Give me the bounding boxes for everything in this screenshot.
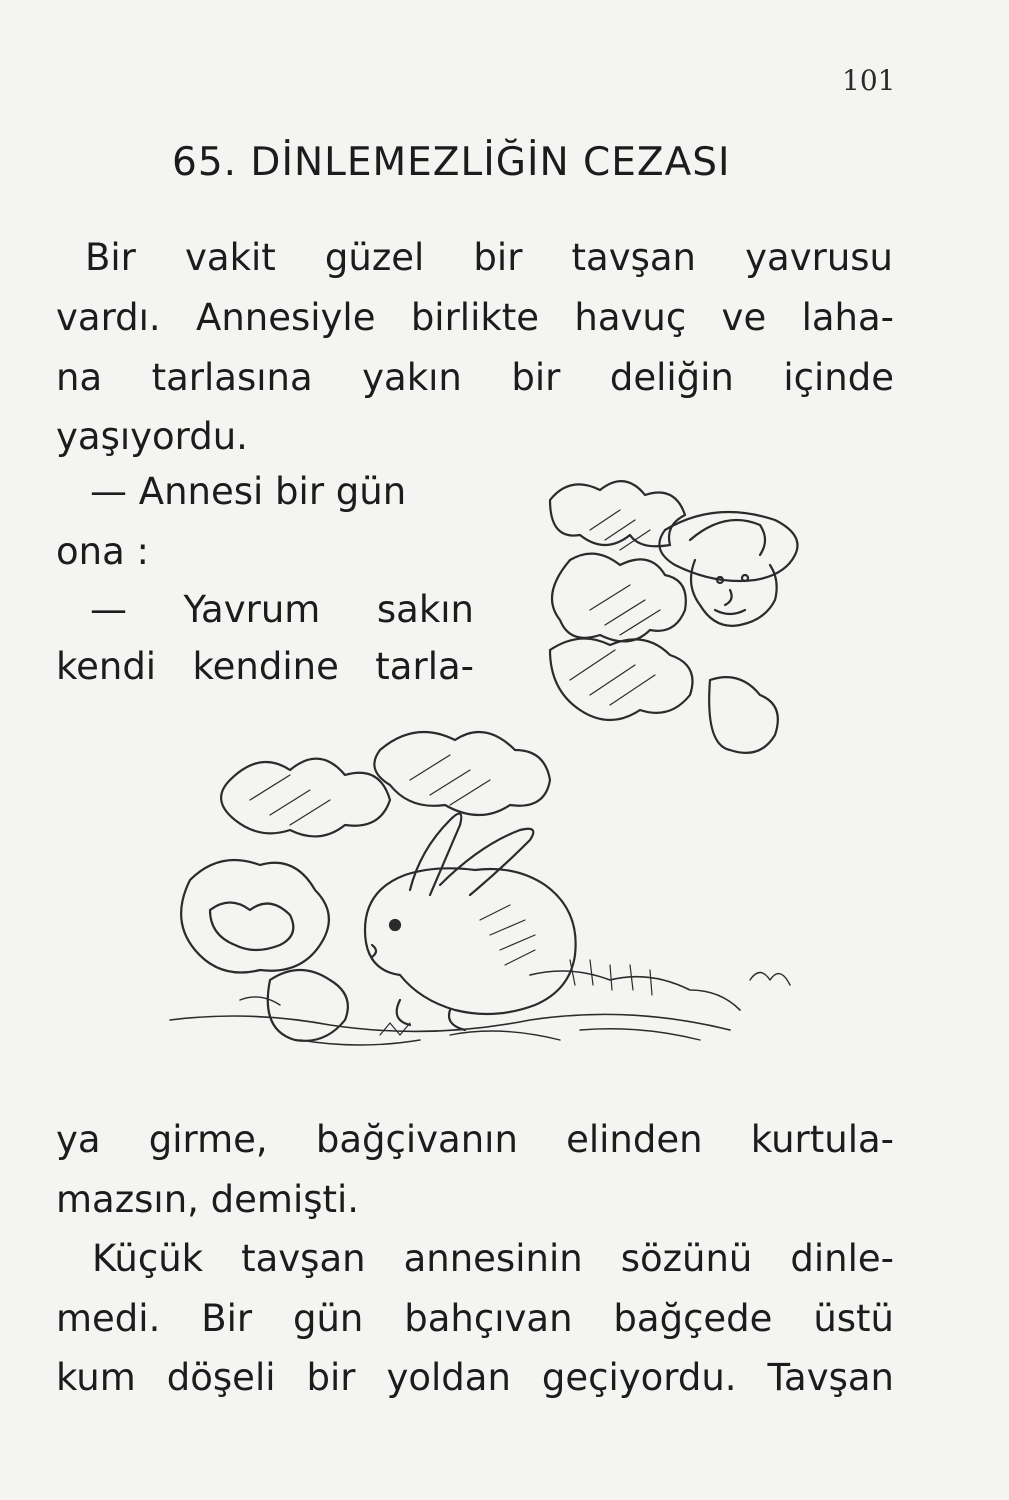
chapter-title: 65. DİNLEMEZLİĞİN CEZASI — [172, 140, 731, 185]
text-line-9: ya girme, bağçivanın elinden kurtula- — [56, 1118, 894, 1161]
text-line-7: — Yavrum sakın — [90, 588, 474, 631]
text-line-5: — Annesi bir gün — [90, 470, 407, 513]
page-number: 101 — [842, 64, 896, 97]
text-line-2: vardı. Annesiyle birlikte havuç ve laha- — [56, 296, 894, 339]
text-line-3: na tarlasına yakın bir deliğin içinde — [56, 356, 894, 399]
text-line-8: kendi kendine tarla- — [56, 645, 474, 688]
text-line-1: Bir vakit güzel bir tavşan yavrusu — [85, 236, 893, 279]
text-line-11: Küçük tavşan annesinin sözünü dinle- — [92, 1237, 894, 1280]
illustration — [150, 420, 840, 1090]
text-line-10: mazsın, demişti. — [56, 1178, 360, 1221]
text-line-12: medi. Bir gün bahçıvan bağçede üstü — [56, 1297, 894, 1340]
text-line-4: yaşıyordu. — [56, 415, 248, 458]
text-line-6: ona : — [56, 530, 149, 573]
text-line-13: kum döşeli bir yoldan geçiyordu. Tavşan — [56, 1356, 894, 1399]
rabbit-and-gardener-illustration-icon — [150, 420, 840, 1090]
